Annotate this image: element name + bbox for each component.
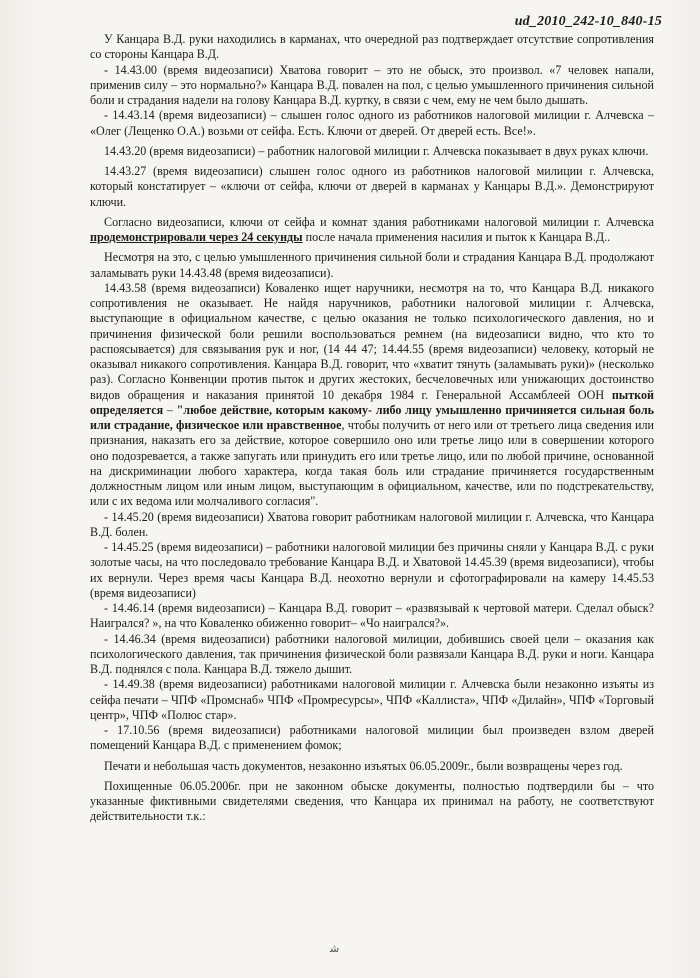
paragraph: - 14.43.00 (время видеозаписи) Хватова говорит – это не обыск, это произвол. «7 человек напали, применив силу – это нормально?» Канцара В.Д. повален на пол, с целью умышленного причинения сильной боли и страдания надели на голову Канцара В.Д. куртку, в связи с чем, ему не чем было дышать.	[90, 62, 654, 107]
paragraph: Печати и небольшая часть документов, незаконно изъятых 06.05.2009г., были возвращены через год.	[104, 758, 623, 773]
paragraph: - 14.45.25 (время видеозаписи) – работники налоговой милиции без причины сняли у Канцара В.Д. с руки золотые часы, на что последовало требование Канцара В.Д. и Хватовой 14.45.39 (время видеозаписи), чтобы их вернули. Через время часы Канцара В.Д. неохотно вернули и сфотографировали на камеру 14.45.53 (время видеозаписи)	[90, 540, 654, 600]
paragraph: - 14.46.34 (время видеозаписи) работники налоговой милиции, добившись своей цели – оказания как психологического давления, так причинения физической боли развязали Канцара В.Д. руки и ноги. Канцара В.Д. поднялся с пола. Канцара В.Д. тяжело дышит.	[90, 631, 654, 676]
bold-phrase: пыткой определяется	[90, 387, 654, 417]
highlighted-phrase: продемонстрировали через 24 секунды	[90, 230, 303, 244]
document-body	[90, 32, 654, 825]
paragraph	[90, 281, 654, 510]
bold-quote: "любое действие, которым какому- либо лицу умышленно причиняется сильная боль или страдание, физическое или нравственное	[90, 402, 654, 432]
paragraph: У Канцара В.Д. руки находились в карманах, что очередной раз подтверждает отсутствие сопротивления со стороны Канцара В.Д.	[90, 32, 654, 62]
paragraph: 14.43.20 (время видеозаписи) – работник налоговой милиции г. Алчевска показывает в двух руках ключи.	[104, 143, 649, 158]
text-run: после начала применения насилия и пыток к Канцара В.Д..	[302, 230, 611, 244]
document-id: ud_2010_242-10_840-15	[514, 14, 662, 29]
text-run: Согласно видеозаписи, ключи от сейфа и комнат здания работниками налоговой милиции г. Алчевска	[104, 214, 654, 229]
paragraph	[90, 215, 654, 246]
paragraph: - 14.46.14 (время видеозаписи) – Канцара В.Д. говорит – «развязывай к чертовой матери. Сделал обыск? Наигрался? », на что Коваленко обиженно говорит– «Чо наигрался?».	[90, 601, 654, 631]
paragraph: - 14.49.38 (время видеозаписи) работниками налоговой милиции г. Алчевска были незаконно изъяты из сейфа печати – ЧПФ «Промснаб» ЧПФ «Промресурсы», ЧПФ «Каллиста», ЧПФ «Дилайн», ЧПФ «Торговый центр», ЧПФ «Полюс стар».	[90, 677, 654, 722]
text-run: , чтобы получить от него или от третьего лица сведения или признания, наказать его за действие, которое совершило оно или третье лицо или в совершении которого оно подозревается, а также запугать или принудить его или третье лицо, или по любой причине, основанной на дискриминации любого характера, когда такая боль или страдание причиняется государственным должностным лицом или иным лицом, выступающим в официальном, качестве, или по подстрекательству, или с их ведома или молчаливого согласия".	[90, 418, 655, 509]
paragraph: - 14.45.20 (время видеозаписи) Хватова говорит работникам налоговой милиции г. Алчевска, что Канцара В.Д. болен.	[90, 509, 654, 539]
text-run: –	[163, 402, 177, 417]
paragraph: Несмотря на это, с целью умышленного причинения сильной боли и страдания Канцара В.Д. продолжают заламывать руки 14.43.48 (время видеозаписи).	[90, 250, 654, 280]
page-mark: ﺷ	[330, 942, 340, 955]
text-run: 14.43.58 (время видеозаписи) Коваленко ищет наручники, несмотря на то, что Канцара В.Д. никакого сопротивления не оказывает. Не найдя наручников, работники налоговой милиции г. Алчевска, выступающие в официальном качестве, с целью оказания не только психологического давления, но и причинения физической боли решили воспользоваться ремнем (на видеозаписи видно, что кто то распоясывается) для связывания рук и ног, (14 44 47; 14.44.55 (время видеозаписи) человеку, который не оказывал никакого сопротивления. Канцара В.Д. говорит, что «хватит тянуть (заламывать руки)» (несколько раз). Согласно Конвенции против пыток и других жестоких, бесчеловечных или унижающих достоинство видов обращения и наказания принятой 10 декабря 1984 г. Генеральной Ассамблеей ООН	[90, 280, 654, 402]
paragraph: 14.43.27 (время видеозаписи) слышен голос одного из работников налоговой милиции г. Алчевска, который констатирует – «ключи от сейфа, ключи от дверей в карманах у Канцары В.Д.». Демонстрируют ключи.	[90, 164, 654, 209]
paragraph: - 17.10.56 (время видеозаписи) работниками налоговой милиции был произведен взлом дверей помещений Канцара В.Д. с применением фомок;	[90, 723, 654, 753]
paragraph: - 14.43.14 (время видеозаписи) – слышен голос одного из работников налоговой милиции г. Алчевска – «Олег (Лещенко О.А.) возьми от сейфа. Есть. Ключи от дверей. От дверей есть. Все!».	[90, 108, 654, 138]
paragraph: Похищенные 06.05.2006г. при не законном обыске документы, полностью подтвердили бы – что указанные фиктивными свидетелями сведения, что Канцара их принимал на работу, не соответствуют действительности т.к.:	[90, 778, 654, 824]
